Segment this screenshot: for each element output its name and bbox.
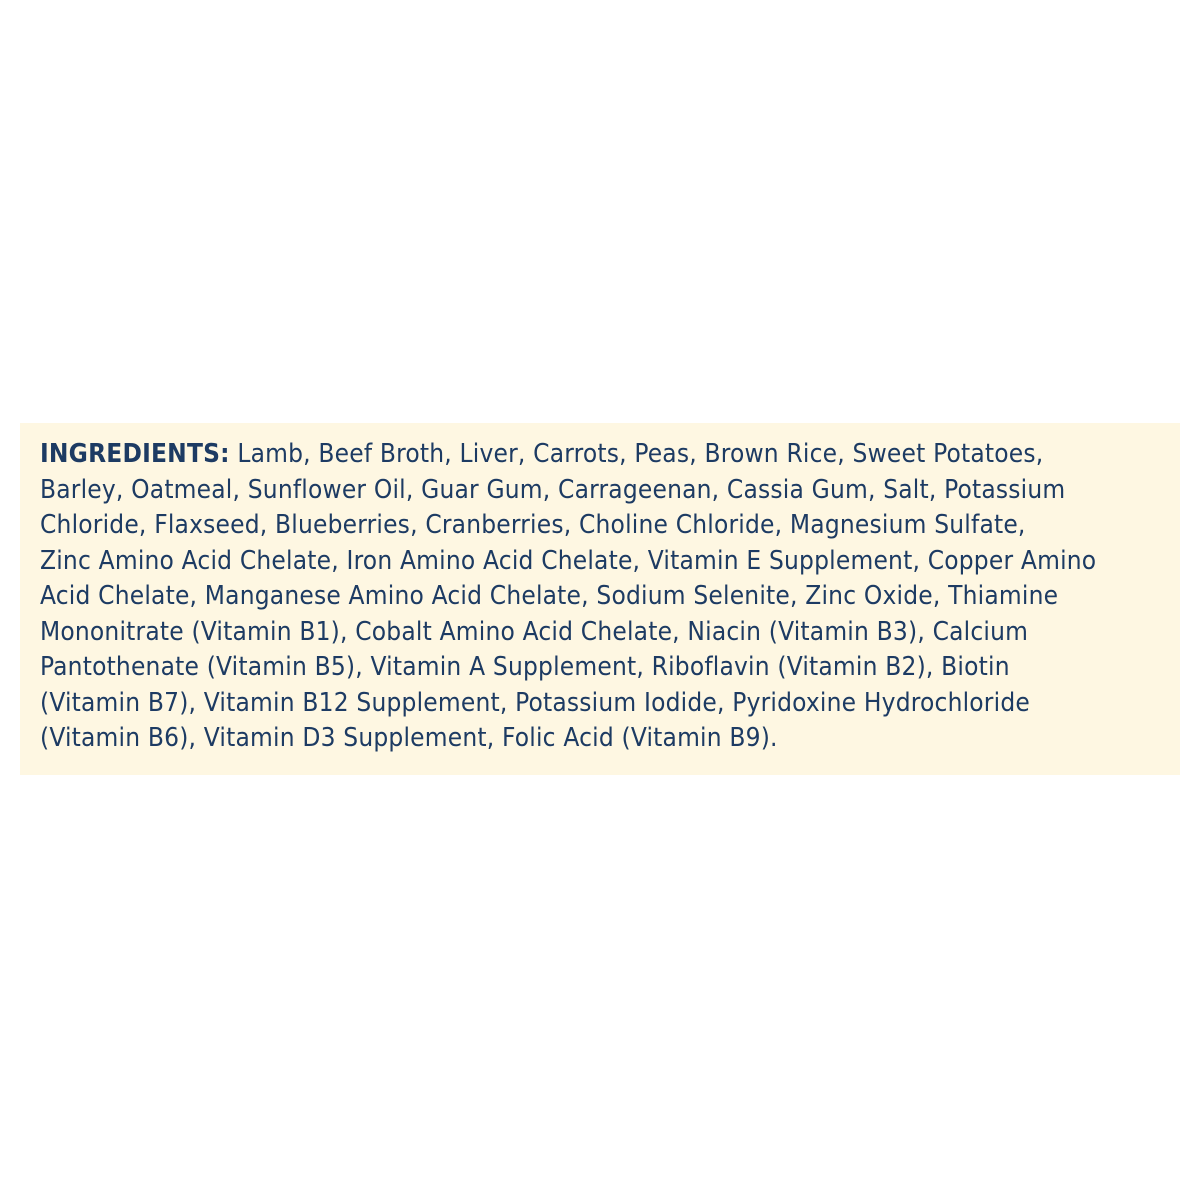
- ingredients-line-7: Pantothenate (Vitamin B5), Vitamin A Supplement, Riboflavin (Vitamin B2), Biotin: [40, 652, 1010, 682]
- ingredients-heading: INGREDIENTS:: [40, 439, 230, 469]
- ingredients-text: [40, 437, 1170, 757]
- ingredients-line-6: Mononitrate (Vitamin B1), Cobalt Amino Acid Chelate, Niacin (Vitamin B3), Calcium: [40, 616, 1029, 647]
- ingredients-line-1: [40, 437, 1170, 473]
- ingredients-panel: [20, 423, 1180, 775]
- ingredients-line-1-text: Lamb, Beef Broth, Liver, Carrots, Peas, Brown Rice, Sweet Potatoes,: [229, 439, 1044, 469]
- ingredients-line-9: (Vitamin B6), Vitamin D3 Supplement, Folic Acid (Vitamin B9).: [40, 723, 778, 753]
- ingredients-line-2: Barley, Oatmeal, Sunflower Oil, Guar Gum, Carrageenan, Cassia Gum, Salt, Potassium: [40, 474, 1066, 505]
- ingredients-line-3: Chloride, Flaxseed, Blueberries, Cranberries, Choline Chloride, Magnesium Sulfate,: [40, 510, 1026, 540]
- ingredients-line-5: Acid Chelate, Manganese Amino Acid Chelate, Sodium Selenite, Zinc Oxide, Thiamine: [40, 581, 1059, 611]
- ingredients-line-8: (Vitamin B7), Vitamin B12 Supplement, Potassium Iodide, Pyridoxine Hydrochloride: [40, 687, 1030, 718]
- ingredients-line-4: Zinc Amino Acid Chelate, Iron Amino Acid Chelate, Vitamin E Supplement, Copper Amino: [40, 545, 1097, 576]
